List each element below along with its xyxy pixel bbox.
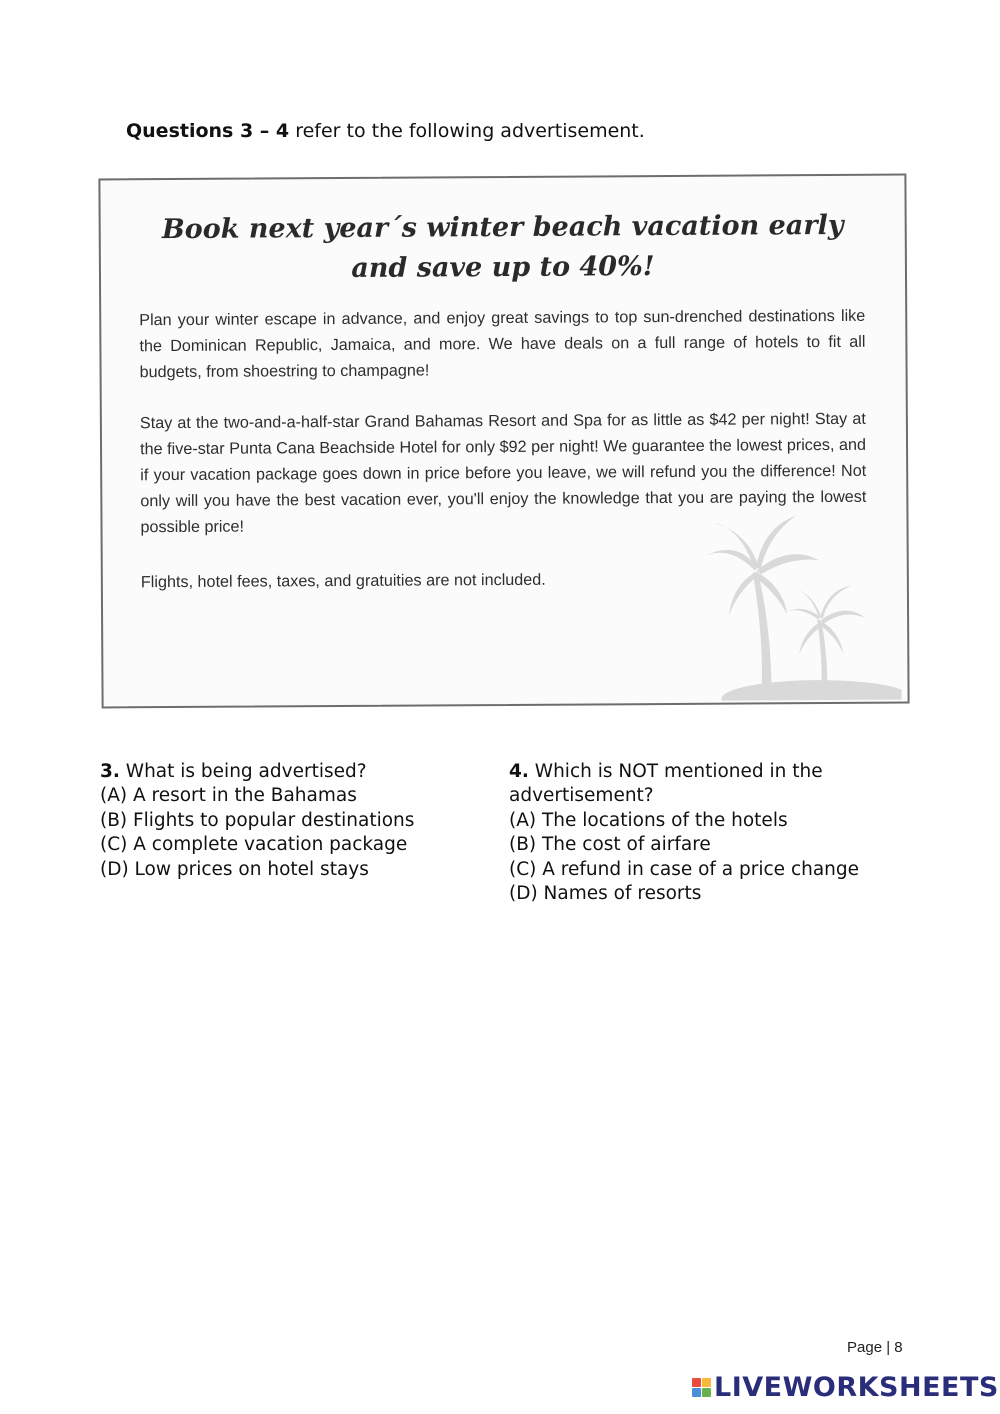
intro-text: refer to the following advertisement. [289,120,645,142]
question-4-prompt [509,760,909,784]
brand-name: LIVEWORKSHEETS [714,1372,999,1403]
question-4-option-a[interactable]: (A) The locations of the hotels [509,809,788,831]
questions-range: Questions 3 – 4 [126,120,290,142]
question-4 [509,760,909,906]
questions-intro [126,120,645,142]
question-4-text: Which is NOT mentioned in the [528,761,823,782]
advertisement-paragraph-3: Flights, hotel fees, taxes, and gratuities are not included. [140,570,546,592]
question-4-option-c[interactable]: (C) A refund in case of a price change [509,858,860,880]
question-4-number: 4. [509,761,529,782]
question-3-option-b[interactable]: (B) Flights to popular destinations [100,809,415,831]
question-4-option-b[interactable]: (B) The cost of airfare [509,834,711,856]
liveworksheets-logo-icon [692,1378,711,1397]
page-number: Page | 8 [847,1339,903,1356]
liveworksheets-brand[interactable] [692,1372,999,1403]
advertisement-box [98,174,909,709]
palm-trees-icon [700,510,901,701]
question-3-option-c[interactable]: (C) A complete vacation package [100,834,408,856]
question-3-option-d[interactable]: (D) Low prices on hotel stays [100,858,369,880]
question-3-prompt [100,760,480,784]
advertisement-title-line2: and save up to 40%! [351,251,655,284]
advertisement-title [101,206,905,291]
question-3-text: What is being advertised? [119,761,367,782]
advertisement-paragraph-1: Plan your winter escape in advance, and enjoy great savings to top sun-drenched destinations like the Dominican Republic, Jamaica, and more. We have deals on a full range of hotels to fit all budgets, from shoestring to champagne! [139,306,866,382]
question-4-text-cont: advertisement? [509,785,654,807]
advertisement-title-line1: Book next year´s winter beach vacation early [161,209,844,246]
question-4-option-d[interactable]: (D) Names of resorts [509,883,702,905]
question-3-option-a[interactable]: (A) A resort in the Bahamas [100,785,357,807]
question-3-number: 3. [100,761,120,782]
advertisement-paragraph-2: Stay at the two-and-a-half-star Grand Bahamas Resort and Spa for as little as $42 per night! Stay at the five-star Punta Cana Beachside Hotel for only $92 per night! We guarantee the lowest prices, and if your vacation package goes down in price before you leave, we will refund you the difference! Not only will you have the best vacation ever, you'll enjoy the knowledge that you are paying the lowest possible price! [139,409,867,537]
question-3 [100,760,480,882]
